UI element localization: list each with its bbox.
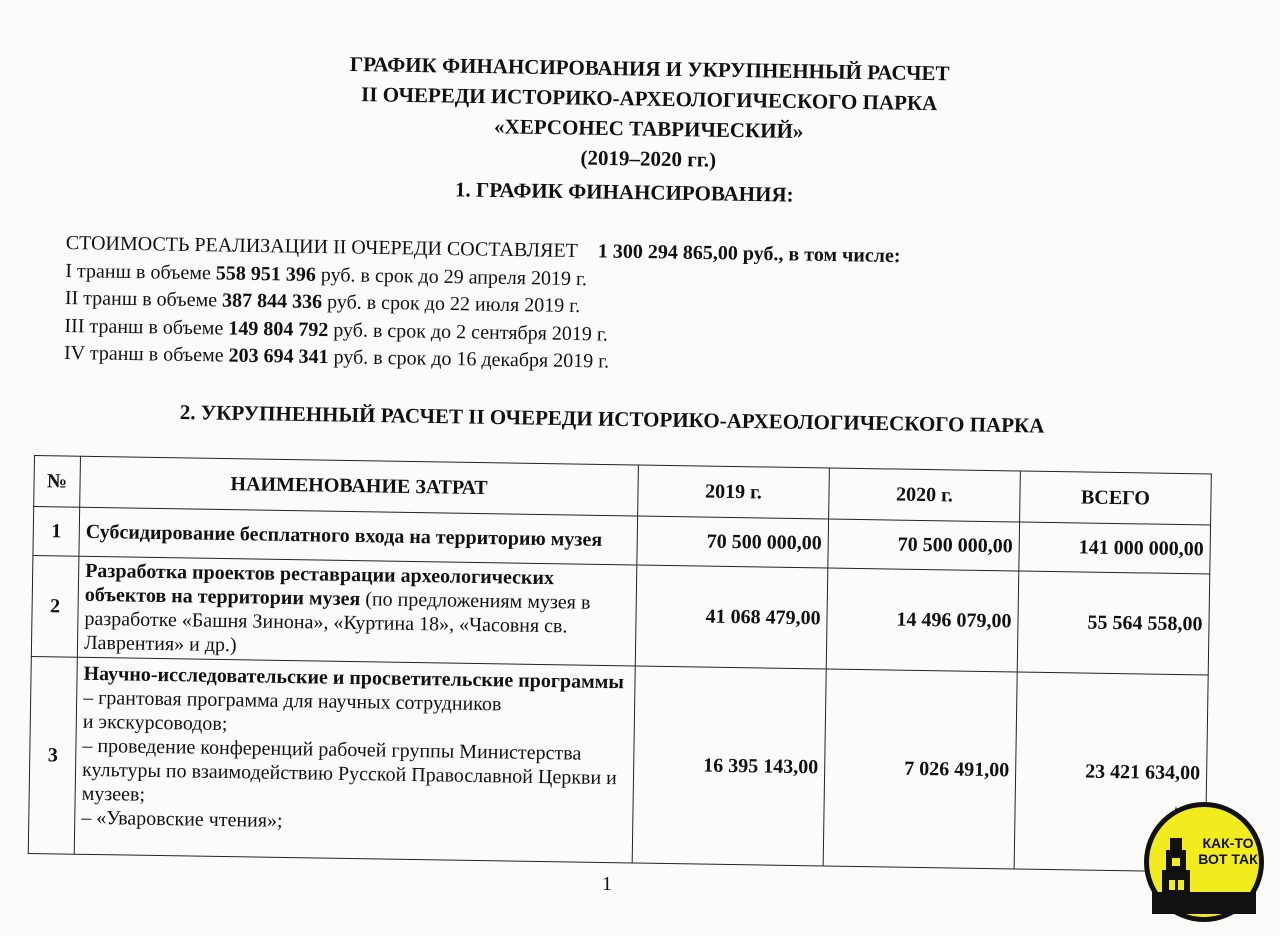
header-num: № [34, 456, 81, 508]
section-1-heading: 1. ГРАФИК ФИНАНСИРОВАНИЯ: [454, 177, 794, 207]
tranche-suffix: руб. в срок до 2 сентября 2019 г. [328, 318, 608, 346]
row-name-bold: Научно-исследовательские и просветительские программы [83, 662, 625, 694]
row-2020: 7 026 491,00 [823, 669, 1017, 869]
tranche-prefix: III транш в объеме [64, 314, 229, 340]
row-num: 1 [33, 507, 80, 557]
header-2020: 2020 г. [829, 468, 1021, 522]
tranche-suffix: руб. в срок до 29 апреля 2019 г. [315, 263, 588, 290]
row-name-bold: Разработка проектов реставрации археологических объектов на территории музея [84, 559, 555, 611]
row-name-item: – проведение конференций рабочей группы Министерства культуры по взаимодействию Русской Православной Церкви и музеев; [81, 734, 618, 806]
table-row [28, 656, 1208, 871]
section-2-heading: 2. УКРУПНЕННЫЙ РАСЧЕТ II ОЧЕРЕДИ ИСТОРИКО-АРХЕОЛОГИЧЕСКОГО ПАРКА [179, 400, 1045, 438]
cost-table-wrapper [28, 455, 1212, 872]
row-total: 55 564 558,00 [1017, 571, 1210, 675]
row-name-item: – грантовая программа для научных сотрудников [83, 686, 502, 716]
row-name-rest: (по предложениям музея в разработке «Башня Зинона», «Куртина 18», «Часовня св. Лаврентия» и др.) [83, 588, 591, 657]
header-name: НАИМЕНОВАНИЕ ЗАТРАТ [80, 456, 639, 516]
row-name [77, 556, 637, 666]
row-2019: 70 500 000,00 [637, 516, 829, 568]
row-name-item: – «Уваровские чтения»; [81, 806, 283, 832]
title-line-3: «ХЕРСОНЕС ТАВРИЧЕСКИЙ» [493, 114, 804, 144]
row-name [79, 507, 638, 565]
logo-text [1188, 835, 1268, 867]
table-row [31, 555, 1209, 674]
row-name-bold: Субсидирование бесплатного входа на территорию музея [85, 520, 603, 551]
row-2020: 70 500 000,00 [828, 519, 1020, 571]
row-num: 3 [28, 656, 77, 854]
tranche-amount: 203 694 341 [228, 344, 329, 369]
row-name-item: и экскурсоводов; [82, 710, 228, 736]
tranche-amount: 558 951 396 [215, 261, 317, 286]
row-total: 141 000 000,00 [1019, 522, 1211, 574]
tranche-prefix: I транш в объеме [65, 259, 217, 284]
total-cost-prefix: СТОИМОСТЬ РЕАЛИЗАЦИИ II ОЧЕРЕДИ СОСТАВЛЯЕТ [65, 231, 579, 263]
row-total: 23 421 634,00 [1014, 672, 1208, 872]
funding-schedule [64, 230, 1026, 383]
document-title [288, 48, 1010, 179]
tranche-amount: 149 804 792 [228, 317, 329, 341]
title-line-2: II ОЧЕРЕДИ ИСТОРИКО-АРХЕОЛОГИЧЕСКОГО ПАРКА [360, 82, 938, 116]
logo-line-1: КАК-ТО [1202, 835, 1254, 851]
header-total: ВСЕГО [1020, 471, 1212, 525]
row-2020: 14 496 079,00 [826, 568, 1019, 672]
title-line-1: ГРАФИК ФИНАНСИРОВАНИЯ И УКРУПНЕННЫЙ РАСЧЕТ [349, 51, 950, 86]
page-number: 1 [602, 873, 612, 895]
total-cost-value: 1 300 294 865,00 руб., в том числе: [597, 240, 901, 268]
header-2019: 2019 г. [638, 465, 830, 519]
cost-table [28, 455, 1212, 872]
tranche-suffix: руб. в срок до 16 декабря 2019 г. [328, 346, 610, 373]
row-2019: 16 395 143,00 [632, 666, 826, 866]
tranche-suffix: руб. в срок до 22 июля 2019 г. [321, 291, 581, 318]
row-2019: 41 068 479,00 [635, 565, 828, 669]
tranche-prefix: II транш в объеме [64, 286, 223, 312]
title-line-4: (2019–2020 гг.) [580, 145, 717, 172]
tranche-amount: 387 844 336 [221, 289, 323, 314]
tranche-prefix: IV транш в объеме [63, 341, 229, 367]
row-name [74, 657, 635, 863]
logo-line-2: ВОТ ТАК [1198, 851, 1258, 867]
row-num: 2 [31, 555, 79, 657]
